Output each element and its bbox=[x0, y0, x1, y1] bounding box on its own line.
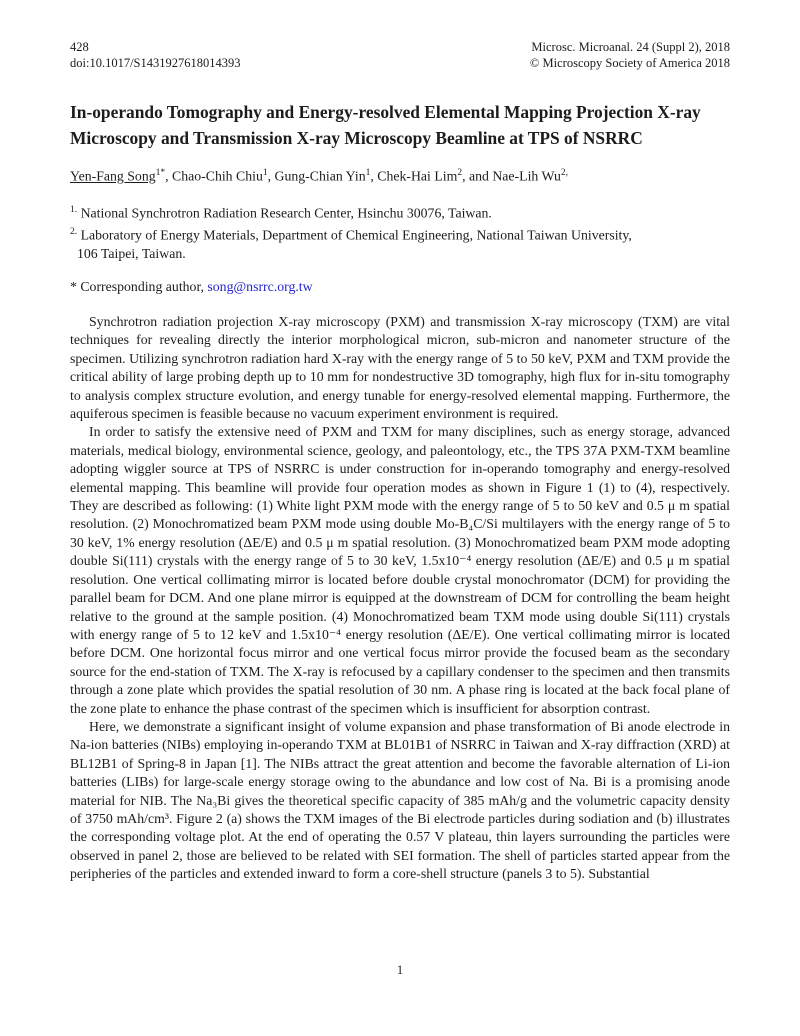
affiliation-text: Laboratory of Energy Materials, Department of Chemical Engineering, National Taiwan University, bbox=[80, 227, 632, 243]
author-affiliation-mark: 2, bbox=[560, 168, 569, 178]
affiliation-text: National Synchrotron Radiation Research Center, Hsinchu 30076, Taiwan. bbox=[80, 205, 492, 221]
affiliation-2 bbox=[70, 223, 730, 245]
abstract-paragraph-1: Synchrotron radiation projection X-ray microscopy (PXM) and transmission X-ray microscopy (TXM) are vital techniques for revealing directly the interior morphological micron, sub-micron and nanometer structure of the specimen. Utilizing synchrotron radiation hard X-ray with the energy range of 5 to 50 keV, PXM and TXM provide the critical ability of large probing depth up to 10 mm for nondestructive 3D tomography, high flux for in-situ tomography to analysis complex structure evolution, and energy tunable for energy-resolved elemental mapping. Furthermore, the aquiferous specimen is feasible because no vacuum experiment environment is required. bbox=[70, 314, 730, 422]
header-left-block bbox=[70, 40, 241, 71]
author-affiliation-mark: 1* bbox=[155, 168, 166, 178]
header-page-number: 428 bbox=[70, 40, 89, 54]
affiliation-marker: 1. bbox=[70, 204, 78, 215]
author-affiliation-mark: 1 bbox=[365, 168, 371, 178]
affiliation-2-continued bbox=[70, 245, 730, 263]
authors-line bbox=[70, 164, 730, 186]
affiliation-text: 106 Taipei, Taiwan. bbox=[77, 245, 186, 261]
corresponding-prefix: * Corresponding author, bbox=[70, 279, 208, 294]
author-name: , Chao-Chih Chiu bbox=[165, 168, 263, 184]
author-name: Yen-Fang Song bbox=[70, 168, 156, 184]
abstract-paragraph-2: In order to satisfy the extensive need of PXM and TXM for many disciplines, such as energy storage, advanced materials, medical biology, environmental science, geology, and paleontology, etc., the TPS 37A PXM-TXM beamline adopting wiggler source at TPS of NSRRC is under construction for in-operando tomography and energy-resolved elemental mapping. This beamline will provide four operation modes as shown in Figure 1 (1) to (4), respectively. They are described as following: (1) White light PXM mode with the energy range of 5 to 50 keV and 0.5 μ m spatial resolution. (2) Monochromatized beam PXM mode using double Mo-B₄C/Si multilayers with the energy range of 5 to 30 keV, 1% energy resolution (ΔE/E) and 0.5 μ m spatial resolution. (3) Monochromatized beam PXM mode adopting double Si(111) crystals with the energy range of 5 to 30 keV, 1.5x10⁻⁴ energy resolution (ΔE/E) and 0.5 μ m spatial resolution. One vertical collimating mirror is located before double crystal monochromator (DCM) for providing the parallel beam for DCM. And one plane mirror is equipped at the downstream of DCM for controlling the beam height relative to the ground at the sample position. (4) Monochromatized beam TXM mode using double Si(111) crystals with energy range of 5 to 12 keV and 1.5x10⁻⁴ energy resolution (ΔE/E). One vertical collimating mirror is located before DCM. One horizontal focus mirror and one vertical focus mirror provide the focused beam as the secondary source for the end-station of TXM. The X-ray is refocused by a capillary condenser to the specimen and then transmits through a zone plate which provides the spatial resolution of 30 nm. A phase ring is located at the back focal plane of the zone plate to enhance the phase contrast of the specimen which is insufficient for absorption contrast. bbox=[70, 424, 730, 716]
header-right-block bbox=[530, 40, 730, 71]
header-journal-citation: Microsc. Microanal. 24 (Suppl 2), 2018 bbox=[531, 40, 730, 54]
affiliation-1 bbox=[70, 201, 730, 223]
header-copyright: © Microscopy Society of America 2018 bbox=[529, 55, 730, 70]
paper-title: In-operando Tomography and Energy-resolved Elemental Mapping Projection X-ray Microscopy and Transmission X-ray Microscopy Beamline at TPS of NSRRC bbox=[70, 102, 701, 148]
affiliation-marker: 2. bbox=[70, 226, 78, 237]
author-affiliation-mark: 2 bbox=[457, 168, 463, 178]
affiliations-block bbox=[70, 201, 730, 263]
header-doi: doi:10.1017/S1431927618014393 bbox=[70, 55, 241, 70]
author-name: , Chek-Hai Lim bbox=[370, 168, 458, 184]
corresponding-author-line bbox=[70, 278, 730, 296]
corresponding-email-link[interactable]: song@nsrrc.org.tw bbox=[207, 279, 313, 294]
abstract-paragraph-3: Here, we demonstrate a significant insight of volume expansion and phase transformation of Bi anode electrode in Na-ion batteries (NIBs) employing in-operando TXM at BL01B1 of NSRRC in Taiwan and X-ray diffraction (XRD) at BL12B1 of Spring-8 in Japan [1]. The NIBs attract the great attention and become the favorable alternation of Li-ion batteries (LIBs) for large-scale energy storage owing to the abundance and low cost of Na. Bi is a promising anode material for NIB. The Na₃Bi gives the theoretical specific capacity of 385 mAh/g and the volumetric capacity density of 3750 mAh/cm³. Figure 2 (a) shows the TXM images of the Bi electrode particles during sodiation and (b) illustrates the corresponding voltage plot. At the end of operating the 0.57 V plateau, thin layers surrounding the particles were observed in panel 2, those are believed to be related with SEI formation. The shell of particles started appear from the peripheries of the particles and extended inward to form a core-shell structure (panels 3 to 5). Substantial bbox=[70, 718, 730, 882]
author-name: , and Nae-Lih Wu bbox=[462, 168, 561, 184]
page-header bbox=[70, 40, 730, 71]
footer-page-number: 1 bbox=[396, 963, 404, 977]
abstract-body bbox=[70, 313, 730, 884]
author-affiliation-mark: 1 bbox=[262, 168, 268, 178]
author-name: , Gung-Chian Yin bbox=[267, 168, 366, 184]
